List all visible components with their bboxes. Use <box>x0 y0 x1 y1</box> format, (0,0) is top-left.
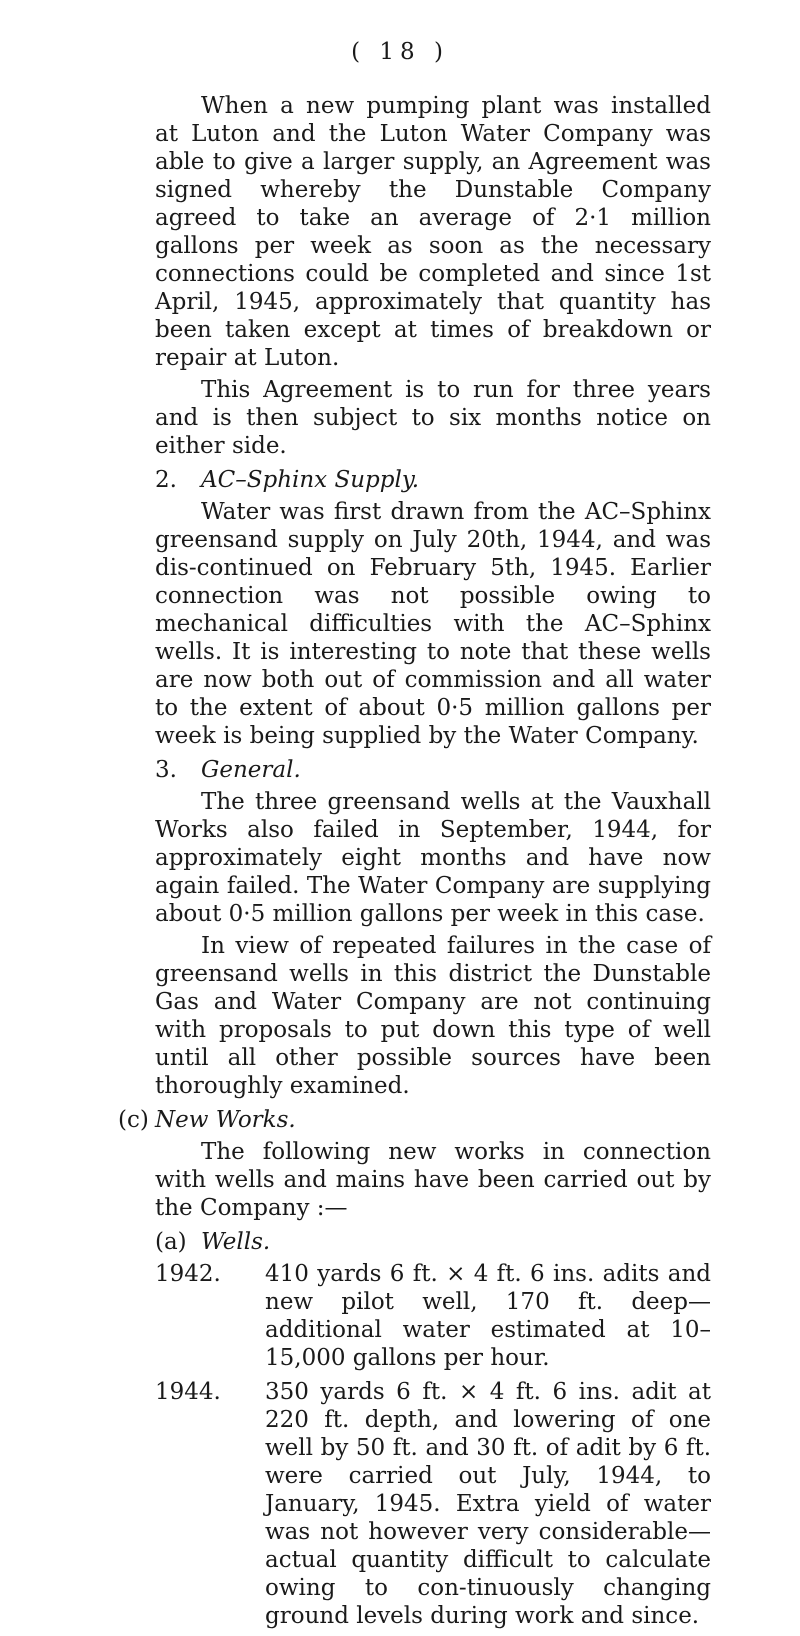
section-c-label: (c) <box>118 1107 149 1133</box>
section-3-heading <box>155 756 711 784</box>
page-number: ( 18 ) <box>351 39 449 65</box>
section-2-title: AC–Sphinx Supply. <box>201 467 420 493</box>
section-c-title: New Works. <box>155 1107 296 1133</box>
body-text <box>118 92 711 1636</box>
section-c-body: The following new works in connection with wells and mains have been carried out by the Company :— <box>155 1139 711 1221</box>
wells-entry <box>155 1260 711 1372</box>
section-3-label: 3. <box>155 757 177 783</box>
section-a-title: Wells. <box>201 1229 271 1255</box>
section-3-body-1: The three greensand wells at the Vauxhall Works also failed in September, 1944, for approximately eight months and have now again failed. The Water Company are supplying about 0·5 million gallons per week in this case. <box>155 789 711 927</box>
section-c-heading <box>118 1106 711 1134</box>
paragraph-agreement: When a new pumping plant was installed at Luton and the Luton Water Company was able to give a larger supply, an Agreement was signed whereby the Dunstable Company agreed to take an average of 2·1 million gallons per week as soon as the necessary connections could be completed and since 1st April, 1945, approximately that quantity has been taken except at times of breakdown or repair at Luton. <box>155 93 711 371</box>
section-3-body-2: In view of repeated failures in the case of greensand wells in this district the Dunstable Gas and Water Company are not continuing with proposals to put down this type of well until all other possible sources have been thoroughly examined. <box>155 933 711 1099</box>
section-3-title: General. <box>201 757 301 783</box>
section-a-label: (a) <box>155 1229 187 1255</box>
entry-year: 1942. <box>155 1261 221 1287</box>
entry-text: 410 yards 6 ft. × 4 ft. 6 ins. adits and new pilot well, 170 ft. deep—additional water estimated at 10–15,000 gallons per hour. <box>265 1261 711 1371</box>
section-2-body: Water was first drawn from the AC–Sphinx greensand supply on July 20th, 1944, and was dis-continued on February 5th, 1945. Earlier connection was not possible owing to mechanical difficulties with the AC–Sphinx wells. It is interesting to note that these wells are now both out of commission and all water to the extent of about 0·5 million gallons per week is being supplied by the Water Company. <box>155 499 711 749</box>
entry-year: 1944. <box>155 1379 221 1405</box>
section-a-heading <box>155 1228 711 1256</box>
paragraph-agreement-term: This Agreement is to run for three years and is then subject to six months notice on either side. <box>155 377 711 459</box>
wells-entry <box>155 1378 711 1630</box>
section-2-label: 2. <box>155 467 177 493</box>
section-2-heading <box>155 466 711 494</box>
entry-text: 350 yards 6 ft. × 4 ft. 6 ins. adit at 220 ft. depth, and lowering of one well by 50 ft. and 30 ft. of adit by 6 ft. were carried out July, 1944, to January, 1945. Extra yield of water was not however very considerable—actual quantity difficult to calculate owing to con-tinuously changing ground levels during work and since. <box>265 1379 711 1629</box>
